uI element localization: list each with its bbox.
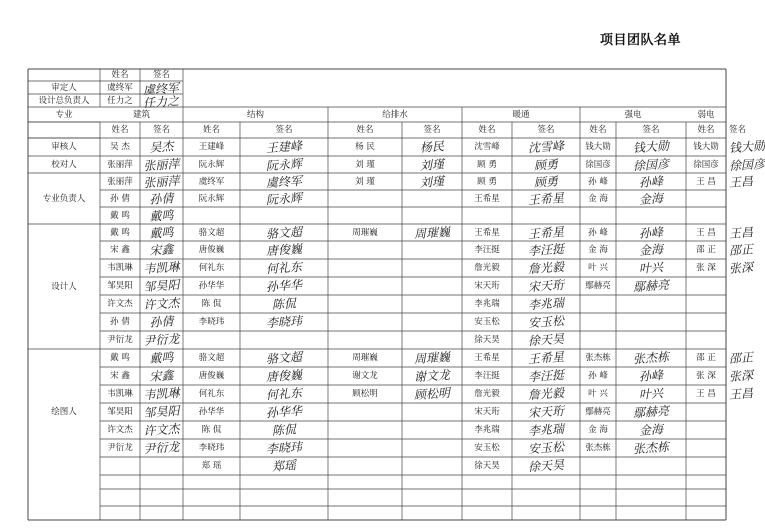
person-name: 虞终军	[198, 176, 225, 187]
signature: 虞终军	[265, 173, 303, 190]
person-name: 李晓玮	[198, 317, 225, 327]
signature: 顾勇	[533, 156, 559, 173]
person-name: 顾 勇	[477, 176, 497, 187]
signature: 王昌	[728, 173, 754, 190]
signature: 张丽萍	[143, 173, 180, 190]
person-name: 孙 倩	[110, 317, 130, 327]
column-header-name: 姓名	[202, 125, 220, 135]
signature: 李兆瑞	[527, 295, 565, 313]
signature: 孙峰	[638, 173, 664, 190]
discipline-header: 建筑	[132, 109, 150, 120]
signature: 鄢赫亮	[632, 277, 670, 295]
person-name: 鄢赫亮	[585, 281, 611, 291]
person-name: 张丽萍	[107, 176, 133, 187]
signature: 周璀巍	[413, 349, 451, 367]
person-name: 徐国彦	[693, 159, 719, 170]
signature: 张丽萍	[143, 156, 180, 173]
signature: 王希星	[527, 190, 565, 207]
signature: 孙华华	[265, 277, 303, 295]
person-name: 王 昌	[696, 227, 716, 238]
column-header-name: 姓名	[111, 125, 129, 135]
signature: 詹光毅	[527, 385, 565, 403]
signature: 安玉松	[527, 313, 565, 331]
person-name: 孙 峰	[588, 371, 608, 381]
person-name: 宋 鑫	[110, 371, 130, 381]
person-name: 金 海	[588, 245, 608, 255]
signature: 顾松明	[413, 385, 451, 403]
person-name: 虞终军	[107, 82, 133, 93]
signature: 叶兴	[638, 260, 664, 276]
person-name: 戴 鸣	[110, 210, 130, 221]
person-name: 李晓玮	[198, 443, 225, 453]
signature: 安玉松	[527, 439, 565, 457]
column-header-sign: 签名	[642, 125, 660, 135]
signature: 宋天珩	[527, 277, 565, 295]
signature: 周璀巍	[413, 224, 451, 241]
signature: 孙华华	[265, 403, 303, 421]
person-name: 尹衍龙	[107, 443, 133, 453]
signature: 许文杰	[143, 421, 180, 439]
signature: 王希星	[527, 349, 565, 367]
signature: 李晓玮	[265, 313, 303, 331]
signature: 李汪挺	[527, 241, 565, 259]
signature: 孙峰	[638, 368, 664, 384]
signature: 杨民	[419, 139, 445, 155]
signature: 钱大勋	[632, 138, 670, 156]
header-name: 姓名	[111, 70, 129, 80]
person-name: 李兆瑞	[474, 425, 500, 435]
signature: 谢文龙	[413, 367, 451, 385]
role-label: 绘图人	[51, 407, 77, 417]
signature: 邵正	[728, 350, 754, 366]
signature: 金海	[638, 242, 664, 258]
person-name: 孙 倩	[110, 193, 130, 204]
role-label: 审核人	[51, 142, 77, 152]
person-name: 张杰栋	[585, 443, 611, 453]
discipline-header: 暖通	[512, 109, 530, 120]
signature: 金海	[638, 422, 664, 438]
column-header-name: 姓名	[697, 125, 715, 135]
role-label: 审定人	[51, 82, 77, 93]
person-name: 钱大勋	[585, 142, 611, 152]
person-name: 周璀巍	[352, 353, 378, 363]
person-name: 沈雪峰	[474, 142, 500, 152]
signature: 阮永辉	[265, 190, 303, 207]
signature: 王建峰	[265, 138, 303, 156]
column-header-name: 姓名	[478, 125, 496, 135]
person-name: 杨 民	[355, 142, 375, 152]
signature: 骆文超	[265, 224, 303, 241]
person-name: 叶 兴	[588, 263, 608, 273]
signature: 宋鑫	[149, 242, 174, 258]
person-name: 王建峰	[198, 142, 225, 152]
person-name: 王希星	[474, 353, 500, 363]
signature: 宋天珩	[527, 403, 565, 421]
role-label: 设计总负责人	[38, 95, 90, 106]
person-name: 詹光毅	[474, 389, 500, 399]
signature: 刘瑾	[419, 156, 445, 173]
person-name: 谢文龙	[352, 371, 378, 381]
signature: 叶兴	[638, 386, 664, 402]
signature: 张深	[728, 368, 754, 384]
person-name: 许文杰	[107, 299, 133, 309]
signature: 邹昊阳	[143, 277, 180, 295]
person-name: 安玉松	[474, 317, 500, 327]
role-label: 校对人	[51, 159, 77, 170]
person-name: 邵 正	[696, 353, 716, 363]
person-name: 阮永辉	[198, 159, 225, 170]
person-name: 叶 兴	[588, 389, 608, 399]
person-name: 尹衍龙	[107, 335, 133, 345]
signature: 骆文超	[265, 349, 303, 367]
person-name: 韦凯琳	[107, 263, 133, 273]
person-name: 顾松明	[352, 389, 378, 399]
person-name: 孙华华	[198, 407, 225, 417]
signature: 唐俊巍	[265, 241, 303, 259]
person-name: 陈 侃	[201, 425, 222, 435]
signature: 张杰栋	[632, 439, 670, 457]
signature: 韦凯琳	[143, 385, 180, 403]
discipline-header: 强电	[624, 109, 642, 120]
signature: 吴杰	[149, 139, 174, 155]
signature: 李晓玮	[265, 439, 303, 457]
signature: 何礼东	[265, 259, 303, 277]
signature: 王希星	[527, 224, 565, 241]
person-name: 宋 鑫	[110, 245, 130, 255]
signature: 宋鑫	[149, 368, 174, 384]
signature: 张杰栋	[632, 349, 670, 367]
person-name: 金 海	[588, 193, 608, 204]
signature: 徐国彦	[728, 156, 765, 173]
person-name: 邹昊阳	[107, 281, 133, 291]
person-name: 许文杰	[107, 425, 133, 435]
person-name: 孙华华	[198, 281, 225, 291]
signature: 虞终军	[142, 80, 180, 97]
signature: 郑瑶	[271, 458, 297, 474]
person-name: 王 昌	[696, 176, 716, 187]
person-name: 阮永辉	[198, 193, 225, 204]
person-name: 唐俊巍	[198, 371, 225, 381]
signature: 孙峰	[638, 224, 664, 241]
person-name: 刘 瑾	[355, 159, 375, 170]
signature: 李汪挺	[527, 367, 565, 385]
person-name: 张杰栋	[585, 353, 611, 363]
person-name: 李汪挺	[474, 371, 500, 381]
signature: 李兆瑞	[527, 421, 565, 439]
signature: 任力之	[142, 93, 180, 110]
signature: 顾勇	[533, 173, 559, 190]
signature: 尹衍龙	[143, 331, 180, 349]
person-name: 韦凯琳	[107, 389, 133, 399]
signature: 邹昊阳	[143, 403, 180, 421]
signature: 詹光毅	[527, 259, 565, 277]
column-header-sign: 签名	[729, 125, 747, 135]
discipline-header: 给排水	[382, 109, 408, 120]
discipline-header: 结构	[246, 109, 264, 120]
signature: 张深	[728, 260, 754, 276]
page-title: 项目团队名单	[600, 33, 682, 48]
signature: 徐天昊	[527, 457, 565, 475]
signature: 陈侃	[271, 296, 297, 312]
person-name: 徐国彦	[585, 159, 611, 170]
team-roster-table	[28, 69, 765, 520]
person-name: 顾 勇	[477, 159, 497, 170]
role-label: 设计人	[51, 281, 77, 292]
signature: 孙倩	[149, 314, 174, 330]
signature: 许文杰	[143, 295, 180, 313]
person-name: 张 深	[696, 371, 716, 381]
person-name: 金 海	[588, 425, 608, 435]
column-header-name: 姓名	[356, 125, 374, 135]
person-name: 何礼东	[198, 389, 225, 399]
person-name: 孙 峰	[588, 176, 608, 187]
person-name: 孙 峰	[588, 227, 608, 238]
person-name: 詹光毅	[474, 263, 500, 273]
person-name: 宋天珩	[474, 281, 500, 291]
signature: 徐国彦	[632, 156, 670, 173]
discipline-header: 弱电	[697, 109, 715, 120]
signature: 王昌	[728, 386, 754, 402]
person-name: 徐天昊	[474, 335, 500, 345]
signature: 戴鸣	[149, 207, 174, 224]
person-name: 骆文超	[198, 227, 225, 238]
signature: 阮永辉	[265, 156, 303, 173]
signature: 尹衍龙	[143, 439, 180, 457]
column-header-name: 姓名	[589, 125, 607, 135]
person-name: 戴 鸣	[110, 227, 130, 238]
signature: 王昌	[728, 224, 754, 241]
person-name: 何礼东	[198, 263, 225, 273]
signature: 金海	[638, 190, 664, 207]
column-header-sign: 签名	[423, 125, 441, 135]
discipline-label: 专业	[55, 109, 73, 120]
person-name: 骆文超	[198, 353, 225, 363]
person-name: 徐天昊	[474, 461, 500, 471]
column-header-sign: 签名	[537, 125, 555, 135]
person-name: 邹昊阳	[107, 407, 133, 417]
person-name: 钱大勋	[693, 142, 719, 152]
person-name: 张丽萍	[107, 159, 133, 170]
person-name: 李兆瑞	[474, 299, 500, 309]
person-name: 邵 正	[696, 245, 716, 255]
signature: 戴鸣	[149, 224, 174, 241]
signature: 沈雪峰	[527, 138, 565, 156]
person-name: 任力之	[107, 95, 133, 106]
header-sign: 签名	[152, 70, 170, 80]
person-name: 李汪挺	[474, 245, 500, 255]
column-header-sign: 签名	[275, 125, 293, 135]
person-name: 张 深	[696, 263, 716, 273]
person-name: 郑 瑶	[201, 461, 222, 471]
person-name: 王希星	[474, 193, 500, 204]
person-name: 周璀巍	[352, 227, 378, 238]
signature: 刘瑾	[419, 173, 445, 190]
signature: 唐俊巍	[265, 367, 303, 385]
person-name: 鄢赫亮	[585, 407, 611, 417]
signature: 钱大勋	[728, 138, 765, 156]
signature: 何礼东	[265, 385, 303, 403]
signature: 孙倩	[149, 190, 174, 207]
person-name: 戴 鸣	[110, 353, 130, 363]
signature: 戴鸣	[149, 350, 174, 366]
person-name: 唐俊巍	[198, 245, 225, 255]
signature: 邵正	[728, 242, 754, 258]
column-header-sign: 签名	[152, 125, 170, 135]
person-name: 安玉松	[474, 443, 500, 453]
signature: 韦凯琳	[143, 259, 180, 277]
person-name: 王希星	[474, 227, 500, 238]
role-label: 专业负责人	[42, 193, 86, 204]
signature: 鄢赫亮	[632, 403, 670, 421]
person-name: 刘 瑾	[355, 176, 375, 187]
signature: 徐天昊	[527, 331, 565, 349]
person-name: 陈 侃	[201, 299, 222, 309]
person-name: 宋天珩	[474, 407, 500, 417]
person-name: 吴 杰	[110, 142, 130, 152]
person-name: 王 昌	[696, 389, 716, 399]
signature: 陈侃	[271, 422, 297, 438]
